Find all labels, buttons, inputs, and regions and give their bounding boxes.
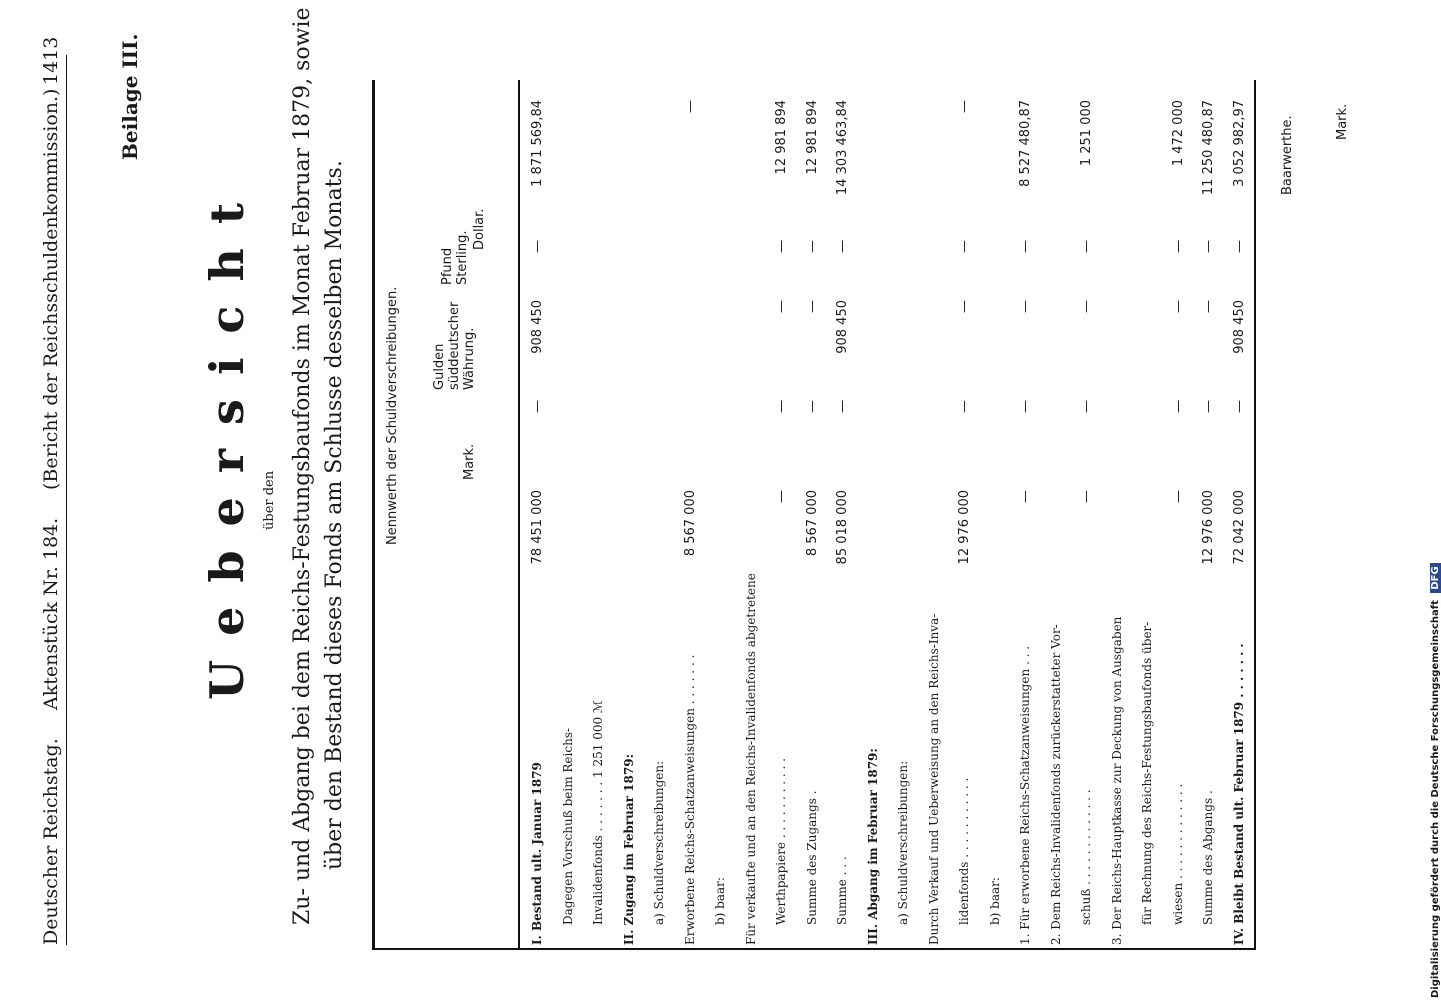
cell-bar: — (957, 100, 972, 113)
bar-column-rule (1254, 80, 1256, 950)
cell-mark: 12 976 000 (957, 490, 972, 565)
cell-mark: — (1170, 490, 1186, 503)
row-label: lidenfonds . . . . . . . . . . . (957, 777, 971, 925)
cell-bar: 12 981 894 (774, 100, 789, 175)
cell-gulden: — (1201, 400, 1216, 413)
cell-pfund: 908 450 (530, 300, 545, 354)
cell-dollar: — (835, 240, 850, 253)
cell-bar: 3 052 982,97 (1231, 100, 1247, 187)
row-label: Werthpapiere . . . . . . . . . . . (774, 758, 788, 925)
cell-mark: — (1018, 490, 1033, 503)
row-label: schuß . . . . . . . . . . . . . (1079, 789, 1093, 925)
cell-gulden: — (957, 400, 972, 413)
cell-mark: 78 451 000 (530, 490, 545, 565)
cell-pfund: — (1201, 300, 1216, 313)
cell-pfund: — (774, 300, 789, 313)
row-label: a) Schuldverschreibungen: (896, 760, 910, 925)
cell-dollar: — (1201, 240, 1216, 253)
cell-bar: 14 303 463,84 (835, 100, 850, 196)
header-source: (Bericht der Reichsschuldenkommission.) (40, 88, 62, 490)
table-top-rule (372, 80, 375, 950)
cell-gulden: — (804, 400, 820, 413)
row-label: 1. Für erworbene Reichs-Schatzanweisungen . . . (1018, 645, 1032, 945)
label-column-rule (518, 80, 520, 950)
row-label: IV. Bleibt Bestand ult. Februar 1879 . . . . . . . (1231, 643, 1246, 945)
dfg-logo: DFG (1430, 563, 1441, 592)
row-label: a) Schuldverschreibungen: (652, 760, 666, 925)
column-bar-mark-header: Mark. (1335, 103, 1350, 140)
cell-mark: 85 018 000 (835, 490, 850, 565)
cell-bar: — (682, 100, 698, 113)
title-line-1: Zu- und Abgang bei dem Reichs-Festungsbaufonds im Monat Februar 1879, sowie (290, 7, 315, 925)
cell-gulden: — (1170, 400, 1186, 413)
cell-bar: 1 472 000 (1170, 100, 1186, 167)
table-left-edge (372, 949, 1254, 951)
cell-pfund: — (1170, 300, 1186, 313)
header-page-number: 1413 (40, 36, 62, 85)
cell-pfund: — (1079, 300, 1094, 313)
cell-dollar: — (957, 240, 972, 253)
row-label: b) baar: (987, 877, 1002, 925)
appendix-label: Beilage III. (118, 33, 142, 160)
cell-bar: 12 981 894 (804, 100, 820, 175)
cell-dollar: — (804, 240, 820, 253)
column-dollar-header: Dollar. (472, 208, 487, 250)
cell-bar: 1 251 000 (1079, 100, 1094, 167)
row-label: Invalidenfonds . . . . . . . 1 251 000 ℳ (591, 700, 605, 925)
cell-pfund: 908 450 (1231, 300, 1247, 354)
cell-mark: 8 567 000 (804, 490, 820, 557)
cell-gulden: — (1018, 400, 1033, 413)
column-mark-header: Mark. (462, 443, 477, 480)
cell-bar: 8 527 480,87 (1018, 100, 1033, 187)
cell-pfund: — (1018, 300, 1033, 313)
cell-mark: — (1079, 490, 1094, 503)
cell-mark: 72 042 000 (1231, 490, 1247, 565)
row-label: b) baar: (713, 877, 727, 925)
row-label: Erworbene Reichs-Schatzanweisungen . . . . . . . (682, 654, 697, 945)
row-label: 2. Dem Reichs-Invalidenfonds zurückerstatteter Vor- (1048, 624, 1063, 945)
cell-mark: — (774, 490, 789, 503)
cell-gulden: — (530, 400, 545, 413)
column-bar-header: Baarwerthe. (1280, 115, 1295, 195)
row-label: II. Zugang im Februar 1879: (621, 754, 636, 945)
cell-gulden: — (1079, 400, 1094, 413)
row-label: Dagegen Vorschuß beim Reichs- (560, 727, 575, 925)
header-doc-ref: Aktenstück Nr. 184. (40, 517, 62, 710)
column-pfund-header: Pfund Sterling. (440, 230, 470, 285)
row-label: III. Abgang im Februar 1879: (865, 748, 880, 945)
cell-dollar: — (530, 240, 545, 253)
cell-dollar: — (1079, 240, 1094, 253)
cell-pfund: 908 450 (835, 300, 850, 354)
cell-gulden: — (1231, 400, 1247, 413)
row-label: I. Bestand ult. Januar 1879 (530, 762, 544, 945)
cell-dollar: — (1018, 240, 1033, 253)
cell-dollar: — (1170, 240, 1186, 253)
row-label: Durch Verkauf und Ueberweisung an den Reichs-Inva- (926, 613, 941, 945)
cell-mark: 12 976 000 (1201, 490, 1216, 565)
row-label: 3. Der Reichs-Hauptkasse zur Deckung von Ausgaben (1109, 616, 1124, 945)
title-line-2: über den Bestand dieses Fonds am Schlusse desselben Monats. (322, 160, 347, 870)
cell-pfund: — (804, 300, 820, 313)
header-underline (66, 55, 67, 945)
title-over: über den (262, 470, 277, 530)
column-group-header: Nennwerth der Schuldverschreibungen. (385, 286, 400, 545)
cell-dollar: — (774, 240, 789, 253)
header-left: Deutscher Reichstag. (40, 738, 62, 945)
cell-gulden: — (835, 400, 850, 413)
dfg-credit (1430, 563, 1441, 998)
dfg-credit-text: Digitalisierung gefördert durch die Deutsche Forschungsgemeinschaft (1430, 600, 1441, 998)
cell-pfund: — (957, 300, 972, 313)
row-label: Summe . . . (835, 856, 849, 925)
cell-gulden: — (774, 400, 789, 413)
cell-bar: 11 250 480,87 (1201, 100, 1216, 196)
cell-dollar: — (1231, 240, 1247, 253)
cell-bar: 1 871 569,84 (530, 100, 545, 187)
row-label: Für verkaufte und an den Reichs-Invalidenfonds abgetretene (743, 573, 758, 945)
row-label: Summe des Zugangs . (804, 790, 819, 925)
row-label: für Rechnung des Reichs-Festungsbaufonds über- (1140, 621, 1154, 925)
cell-mark: 8 567 000 (682, 490, 698, 557)
column-gulden-header: Gulden süddeutscher Währung. (432, 301, 477, 390)
row-label: Summe des Abgangs . (1201, 790, 1215, 925)
page-title: Uebersicht (200, 178, 254, 700)
row-label: wiesen . . . . . . . . . . . . . (1170, 783, 1185, 925)
